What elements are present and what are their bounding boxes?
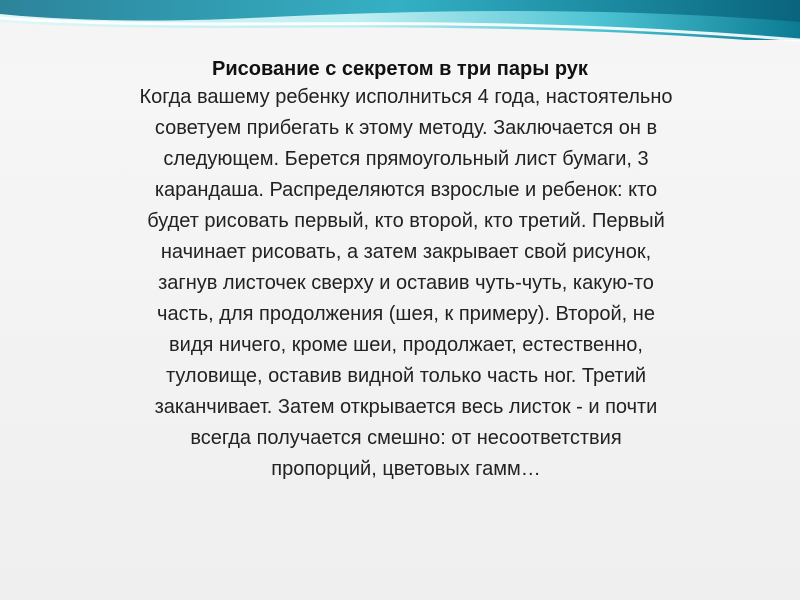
slide-title: Рисование с секретом в три пары рук bbox=[212, 58, 588, 80]
body-line: всегда получается смешно: от несоответствия bbox=[190, 427, 622, 449]
body-line: будет рисовать первый, кто второй, кто третий. Первый bbox=[147, 210, 665, 232]
body-line: часть, для продолжения (шея, к примеру). Второй, не bbox=[157, 303, 655, 325]
body-line: карандаша. Распределяются взрослые и ребенок: кто bbox=[154, 179, 658, 201]
body-line: загнув листочек сверху и оставив чуть-чуть, какую-то bbox=[158, 272, 654, 294]
body-line: следующем. Берется прямоугольный лист бумаги, 3 bbox=[163, 148, 649, 170]
body-line: Когда вашему ребенку исполниться 4 года, настоятельно bbox=[139, 86, 673, 108]
body-line: заканчивает. Затем открывается весь листок - и почти bbox=[154, 396, 658, 418]
body-line: начинает рисовать, а затем закрывает свой рисунок, bbox=[160, 241, 652, 263]
slide-body bbox=[34, 82, 766, 485]
body-line: видя ничего, кроме шеи, продолжает, естественно, bbox=[169, 334, 643, 356]
body-line: туловище, оставив видной только часть ног. Третий bbox=[165, 365, 647, 387]
slide-content bbox=[20, 56, 780, 485]
body-line: пропорций, цветовых гамм… bbox=[271, 458, 541, 480]
body-line: советуем прибегать к этому методу. Заключается он в bbox=[154, 117, 658, 139]
decorative-wave-band bbox=[0, 0, 800, 64]
